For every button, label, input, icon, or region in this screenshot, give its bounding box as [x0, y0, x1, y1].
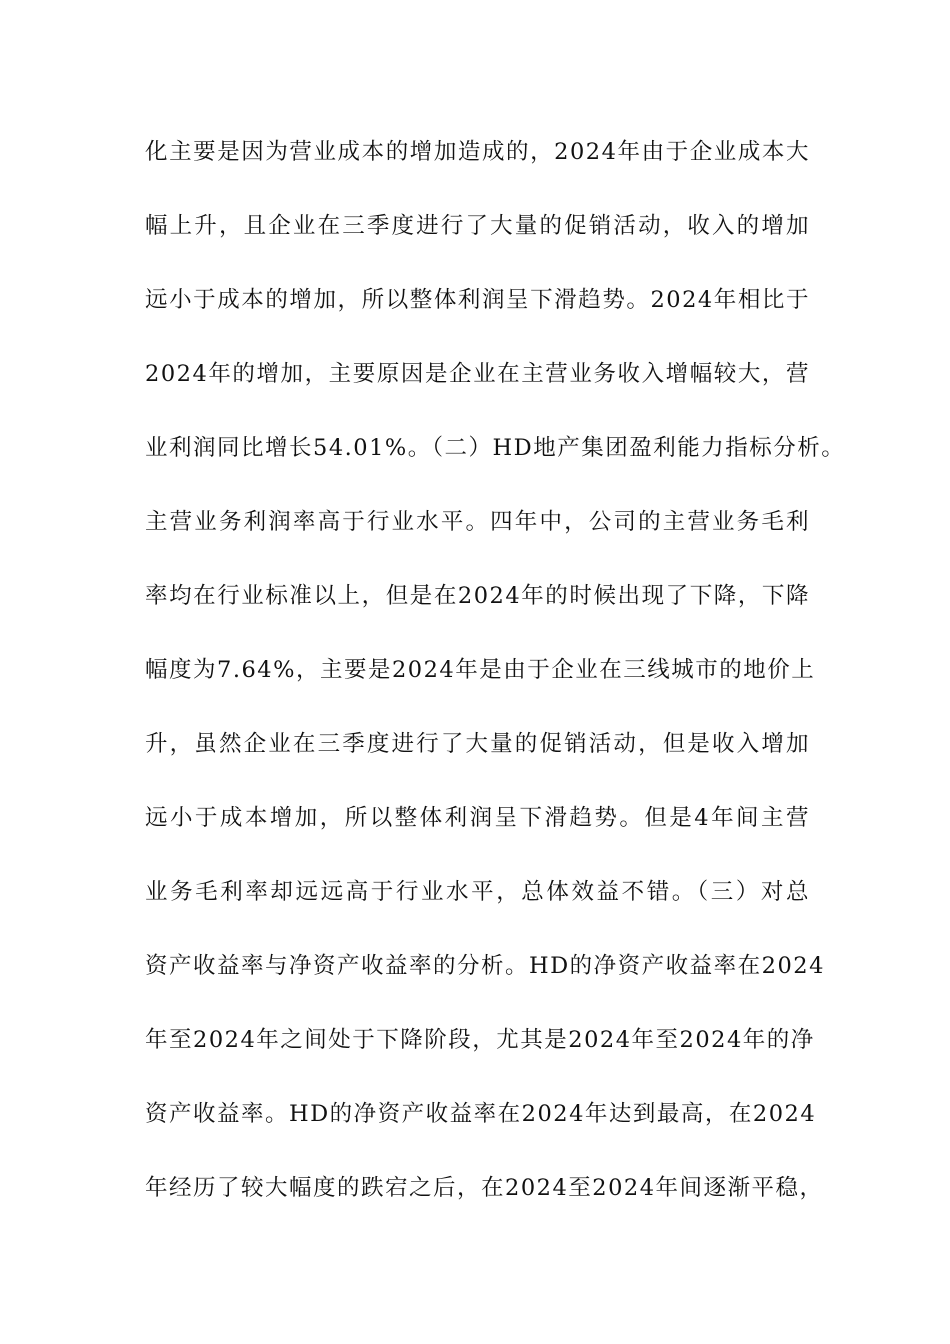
text-line: 主营业务利润率高于行业水平。四年中，公司的主营业务毛利 — [145, 509, 810, 535]
text-line: 资产收益率。HD的净资产收益率在2024年达到最高，在2024 — [145, 1101, 817, 1127]
text-line: 升，虽然企业在三季度进行了大量的促销活动，但是收入增加 — [145, 731, 810, 757]
body-text — [145, 130, 846, 1240]
text-line: 年至2024年之间处于下降阶段，尤其是2024年至2024年的净 — [145, 1027, 815, 1053]
text-line: 幅上升，且企业在三季度进行了大量的促销活动，收入的增加 — [145, 213, 810, 239]
text-line: 幅度为7.64%，主要是2024年是由于企业在三线城市的地价上 — [145, 657, 816, 683]
text-line: 率均在行业标准以上，但是在2024年的时候出现了下降，下降 — [145, 583, 810, 609]
text-line: 远小于成本增加，所以整体利润呈下滑趋势。但是4年间主营 — [145, 805, 810, 831]
text-line: 2024年的增加，主要原因是企业在主营业务收入增幅较大，营 — [145, 361, 810, 387]
text-line: 业利润同比增长54.01%。（二）HD地产集团盈利能力指标分析。 — [145, 435, 846, 461]
text-line: 化主要是因为营业成本的增加造成的，2024年由于企业成本大 — [145, 139, 810, 165]
text-line: 资产收益率与净资产收益率的分析。HD的净资产收益率在2024 — [145, 953, 825, 979]
text-line: 远小于成本的增加，所以整体利润呈下滑趋势。2024年相比于 — [145, 287, 810, 313]
text-line: 业务毛利率却远远高于行业水平，总体效益不错。（三）对总 — [145, 879, 810, 905]
text-line: 年经历了较大幅度的跌宕之后，在2024至2024年间逐渐平稳， — [145, 1175, 824, 1201]
